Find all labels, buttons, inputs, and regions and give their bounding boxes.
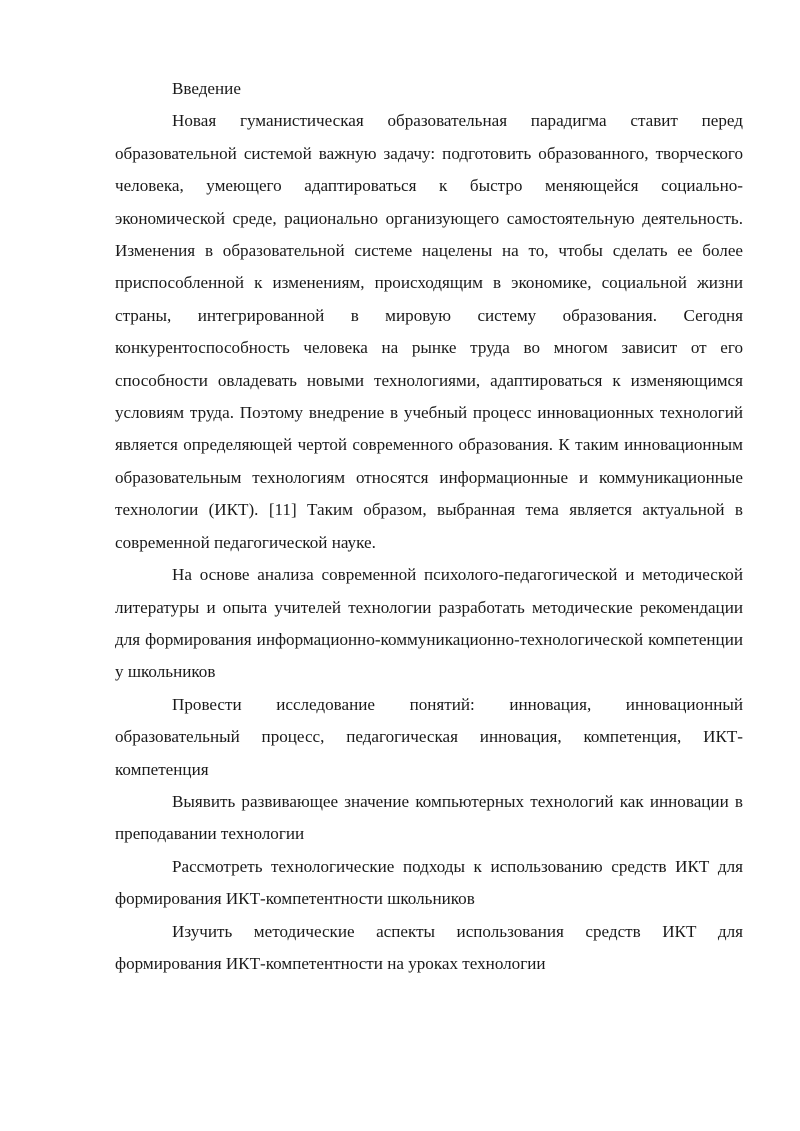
paragraph-task-development: Выявить развивающее значение компьютерных технологий как инновации в преподавании технологии: [115, 791, 743, 844]
paragraph-introduction: Новая гуманистическая образовательная парадигма ставит перед образовательной системой важную задачу: подготовить образованного, творческого человека, умеющего адаптироваться к быстро меняющейся социально-экономической среде, рационально организующего самостоятельную деятельность. Изменения в образовательной системе нацелены на то, чтобы сделать ее более приспособленной к изменениям, происходящим в экономике, социальной жизни страны, интегрированной в мировую систему образования. Сегодня конкурентоспособность человека на рынке труда во многом зависит от его способности овладевать новыми технологиями, адаптироваться к изменяющимся условиям труда. Поэтому внедрение в учебный процесс инновационных технологий является определяющей чертой современного образования. К таким инновационным образовательным технологиям относятся информационные и коммуникационные технологии (ИКТ). [11] Таким образом, выбранная тема является актуальной в современной педагогической науке.: [115, 111, 743, 552]
paragraph-task-approaches: Рассмотреть технологические подходы к использованию средств ИКТ для формирования ИКТ-компетентности школьников: [115, 856, 743, 909]
paragraph-task-methods: Изучить методические аспекты использования средств ИКТ для формирования ИКТ-компетентности на уроках технологии: [115, 921, 743, 973]
document-body: [115, 73, 743, 980]
paragraph-task-concepts: Провести исследование понятий: инновация, инновационный образовательный процесс, педагогическая инновация, компетенция, ИКТ-компетенция: [115, 694, 743, 779]
section-heading: Введение: [172, 79, 241, 98]
paragraph-goal: На основе анализа современной психолого-педагогической и методической литературы и опыта учителей технологии разработать методические рекомендации для формирования информационно-коммуникационно-технологической компетенции у школьников: [115, 565, 743, 682]
